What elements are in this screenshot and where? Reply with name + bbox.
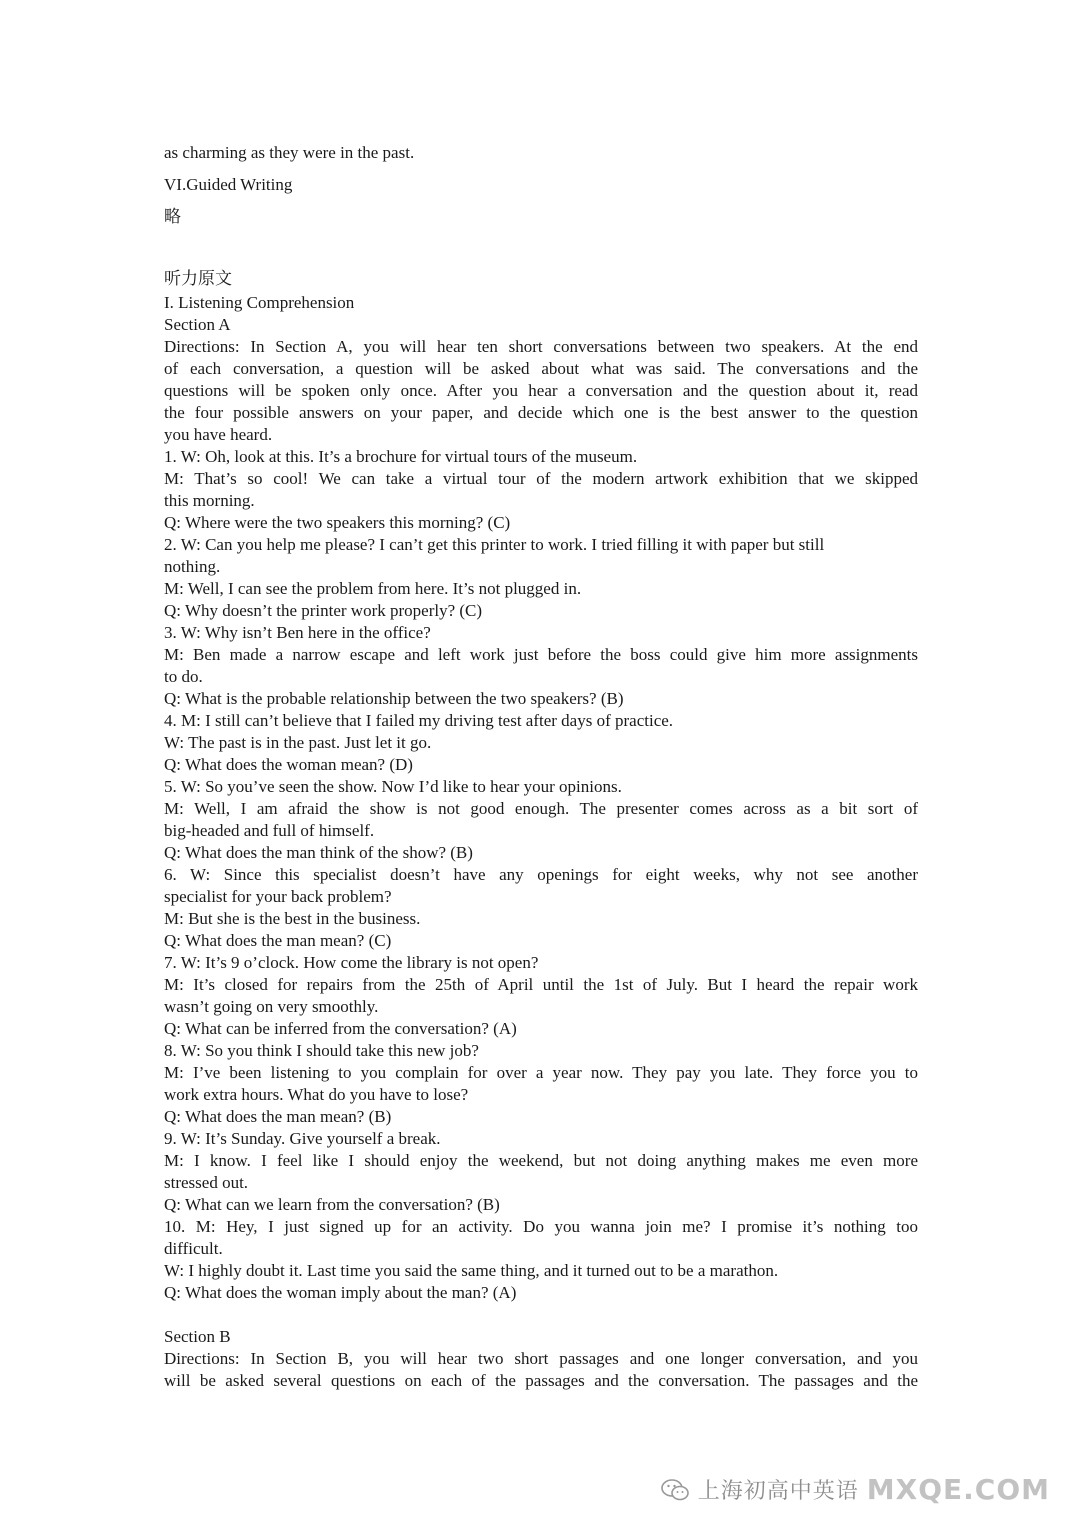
text-line: Q: What does the man think of the show? (B)	[164, 843, 473, 862]
watermark-text: 上海初高中英语	[697, 1479, 859, 1504]
omitted-marker: 略	[164, 207, 181, 226]
continuation-line: as charming as they were in the past.	[164, 143, 415, 162]
text-line: Directions: In Section B, you will hear two short passages and one longer conversation, and you	[164, 1349, 918, 1368]
text-line: 6. W: Since this specialist doesn’t have any openings for eight weeks, why not see another	[164, 865, 918, 884]
text-line: will be asked several questions on each of the passages and the conversation. The passages and the	[164, 1371, 918, 1390]
text-line: W: The past is in the past. Just let it go.	[164, 733, 432, 752]
section-b-directions	[164, 1348, 918, 1392]
text-line: Q: What can we learn from the conversation? (B)	[164, 1195, 500, 1214]
text-line: 1. W: Oh, look at this. It’s a brochure for virtual tours of the museum.	[164, 447, 638, 466]
text-line: work extra hours. What do you have to lose?	[164, 1085, 469, 1104]
text-line: M: Well, I can see the problem from here. It’s not plugged in.	[164, 579, 582, 598]
text-line: M: But she is the best in the business.	[164, 909, 421, 928]
section-heading-guided-writing: VI.Guided Writing	[164, 175, 293, 194]
text-line: Q: What does the woman mean? (D)	[164, 755, 413, 774]
text-line: 2. W: Can you help me please? I can’t get this printer to work. I tried filling it with paper but still	[164, 535, 825, 554]
section-a-heading: Section A	[164, 315, 231, 334]
text-line: nothing.	[164, 557, 221, 576]
text-line: M: I know. I feel like I should enjoy the weekend, but not doing anything makes me even more	[164, 1151, 918, 1170]
text-line: 9. W: It’s Sunday. Give yourself a break.	[164, 1129, 441, 1148]
text-line: W: I highly doubt it. Last time you said the same thing, and it turned out to be a marathon.	[164, 1261, 779, 1280]
text-line: the four possible answers on your paper, and decide which one is the best answer to the question	[164, 403, 918, 422]
section-a-directions	[164, 336, 918, 446]
text-line: M: That’s so cool! We can take a virtual tour of the modern artwork exhibition that we skipped	[164, 469, 918, 488]
text-line: M: Ben made a narrow escape and left work just before the boss could give him more assignments	[164, 645, 918, 664]
text-line: you have heard.	[164, 425, 273, 444]
text-line: 8. W: So you think I should take this new job?	[164, 1041, 479, 1060]
watermark-logo: MXQE.COM	[866, 1473, 1050, 1506]
text-line: M: It’s closed for repairs from the 25th of April until the 1st of July. But I heard the repair work	[164, 975, 918, 994]
listening-transcript-title: 听力原文	[164, 269, 232, 288]
text-line: 4. M: I still can’t believe that I failed my driving test after days of practice.	[164, 711, 674, 730]
text-line: Q: What does the woman imply about the man? (A)	[164, 1283, 517, 1302]
text-line: M: I’ve been listening to you complain for over a year now. They pay you late. They force you to	[164, 1063, 918, 1082]
text-line: Q: Why doesn’t the printer work properly? (C)	[164, 601, 483, 620]
text-line: Q: What can be inferred from the conversation? (A)	[164, 1019, 517, 1038]
text-line: of each conversation, a question will be asked about what was said. The conversations and the	[164, 359, 918, 378]
text-line: Q: What does the man mean? (C)	[164, 931, 392, 950]
text-line: 5. W: So you’ve seen the show. Now I’d like to hear your opinions.	[164, 777, 622, 796]
text-line: specialist for your back problem?	[164, 887, 392, 906]
text-line: wasn’t going on very smoothly.	[164, 997, 379, 1016]
text-line: Directions: In Section A, you will hear ten short conversations between two speakers. At the end	[164, 337, 918, 356]
part-heading: I. Listening Comprehension	[164, 293, 355, 312]
text-line: Q: What is the probable relationship between the two speakers? (B)	[164, 689, 624, 708]
text-line: M: Well, I am afraid the show is not good enough. The presenter comes across as a bit sort of	[164, 799, 918, 818]
watermark	[660, 1473, 1050, 1506]
text-line: questions will be spoken only once. After you hear a conversation and the question about it, read	[164, 381, 918, 400]
text-line: Q: Where were the two speakers this morning? (C)	[164, 513, 511, 532]
text-line: difficult.	[164, 1239, 223, 1258]
wechat-icon	[660, 1477, 690, 1503]
text-line: big-headed and full of himself.	[164, 821, 375, 840]
text-line: Q: What does the man mean? (B)	[164, 1107, 392, 1126]
conversation-transcript	[164, 446, 918, 1304]
text-line: to do.	[164, 667, 203, 686]
text-line: stressed out.	[164, 1173, 249, 1192]
text-line: 3. W: Why isn’t Ben here in the office?	[164, 623, 431, 642]
text-line: 10. M: Hey, I just signed up for an activity. Do you wanna join me? I promise it’s nothing too	[164, 1217, 918, 1236]
text-line: 7. W: It’s 9 o’clock. How come the library is not open?	[164, 953, 539, 972]
text-line: this morning.	[164, 491, 255, 510]
document-page	[164, 142, 918, 1392]
section-b-heading: Section B	[164, 1327, 231, 1346]
